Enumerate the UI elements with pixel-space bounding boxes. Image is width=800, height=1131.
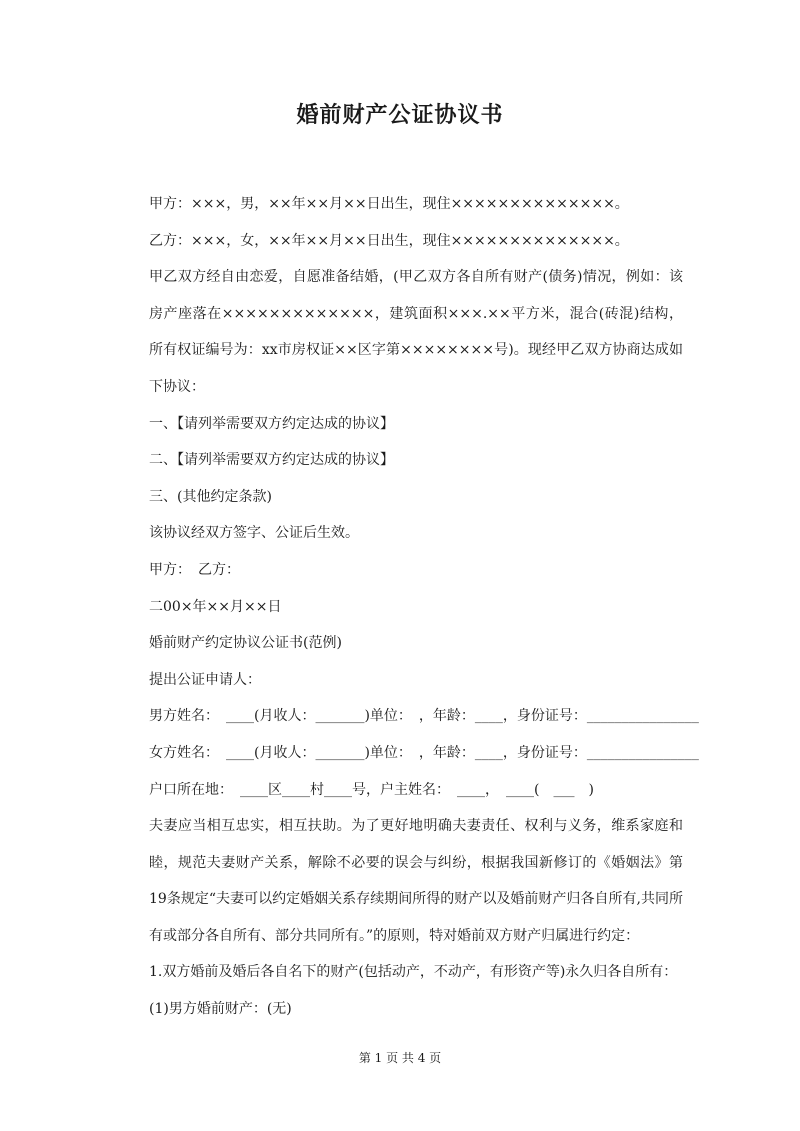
effective-clause: 该协议经双方签字、公证后生效。 [149,525,359,542]
principle-paragraph: 夫妻应当相互忠实，相互扶助。为了更好地明确夫妻责任、权利与义务，维系家庭和睦，规范夫妻财产关系，解除不必要的误会与纠纷，根据我国新修订的《婚姻法》第19条规定“夫妻可以约定婚姻关系存续期间所得的财产以及婚前财产归各自所有,共同所有或部分各自所有、部分共同所有。”的原则，特对婚前双方财产归属进行约定： [149,818,683,944]
female-applicant-line: 女方姓名： ____(月收人：_______)单位： ，年龄：____，身份证号：________________ [149,744,699,761]
sample-title: 婚前财产约定协议公证书(范例) [149,635,342,652]
item-one-sub-one: (1)男方婚前财产：(无) [149,1001,292,1018]
clause-three: 三、(其他约定条款) [149,488,272,505]
item-one: 1.双方婚前及婚后各自名下的财产(包括动产，不动产，有形资产等)永久归各自所有： [149,964,678,981]
clause-two: 二、【请列举需要双方约定达成的协议】 [149,452,394,469]
male-applicant-line: 男方姓名： ____(月收人：_______)单位： ，年龄：____，身份证号：________________ [149,708,699,725]
property-description: 甲乙双方经自由恋爱，自愿准备结婚，(甲乙双方各自所有财产(债务)情况，例如：该房产座落在×××××××××××××，建筑面积×××.××平方米，混合(砖混)结构，所有权证编号为：xx市房权证××区字第××××××××号)。现经甲乙双方协商达成如下协议： [149,269,683,395]
clause-one: 一、【请列举需要双方约定达成的协议】 [149,415,394,432]
date-line: 二00×年××月××日 [149,598,282,615]
signature-line: 甲方： 乙方： [149,561,240,578]
household-line: 户口所在地： ____区____村____号，户主姓名： ____， ____( ___ ) [149,781,594,798]
party-b-info: 乙方：×××，女，××年××月××日出生，现住××××××××××××××。 [149,232,629,249]
page-number: 第 1 页 共 4 页 [358,1051,442,1065]
document-title: 婚前财产公证协议书 [296,103,504,128]
party-a-info: 甲方：×××，男，××年××月××日出生，现住××××××××××××××。 [149,196,629,212]
document-body [121,186,699,1028]
applicant-heading: 提出公证申请人： [149,671,261,688]
